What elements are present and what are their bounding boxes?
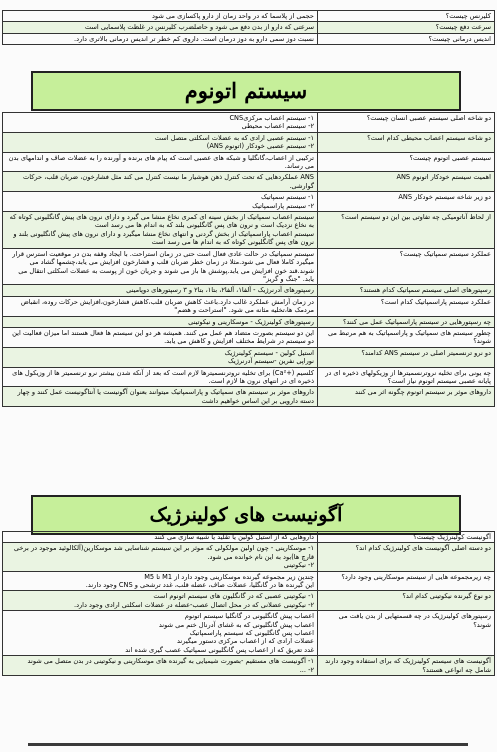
answer-line: این گیرنده ها در گانگلیا، عضلات صاف، عضله قلب، غدد ترشحی و CNS وجود دارند. <box>85 581 314 590</box>
table-row <box>3 296 495 316</box>
table-row <box>3 532 495 543</box>
question-cell: دو شاخه سیستم اعصاب محیطی کدام است؟ <box>318 132 495 152</box>
answer-line: رسپتورهای آدرنرژیک - آلفا۱، آلفا۲، بتا۱، بتا۲ و ۳ رسپتورهای دوپامینی <box>126 286 314 295</box>
answer-line: سیستم اعصاب پاراسمپاتیک از بخش گردنی و انتهای نخاع منشا میگیرد و دارای نرون های پیش گانگلیونی بلند و نرون های پس گانگلیونی کوتاه که به اندام ها می رسد است <box>13 229 314 247</box>
answer-cell <box>3 571 318 591</box>
answer-cell <box>3 172 318 192</box>
answer-cell <box>3 285 318 296</box>
answer-cell <box>3 611 318 656</box>
question-cell: داروهای موثر بر سیستم اتونوم چگونه اثر می کنند <box>318 387 495 407</box>
table-row <box>3 327 495 347</box>
table-row <box>3 571 495 591</box>
answer-cell <box>3 656 318 676</box>
answer-cell <box>3 248 318 285</box>
table-row <box>3 591 495 611</box>
question-cell: دو زیر شاخه سیستم خودکار ANS <box>318 192 495 212</box>
page-divider <box>28 743 468 746</box>
question-cell: سرعت دفع چیست؟ <box>318 22 495 33</box>
answer-line: رسپتورهای کولینرژیک - موسکارینی و نیکوتینی <box>188 317 314 326</box>
question-cell: دو نرو ترنسمیتر اصلی در سیستم ANS کدامند؟ <box>318 347 495 367</box>
table-row <box>3 248 495 285</box>
answer-line: ANS عملکردهایی که تحت کنترل ذهن هوشیار ما نیست کنترل می کند مثل فشارخون، ضربان قلب، حرکات گوارشی. <box>23 173 314 190</box>
table-row <box>3 656 495 676</box>
answer-line: ۱- سیستم عصبی ارادی که به عضلات اسکلتی متصل است <box>154 133 314 142</box>
qa-table-autonomic <box>2 112 495 407</box>
answer-line: حجمی از پلاسما که در واحد زمان از دارو پاکسازی می شود <box>151 12 314 20</box>
answer-line: ترکیبی از اعصاب،گانگلیا و شبکه های عصبی است که پیام های برنده و آورنده را به عضلات صاف و اندامهای بدن می رساند. <box>8 153 314 171</box>
question-cell: اندیس درمانی چیست؟ <box>318 33 495 44</box>
answer-cell <box>3 113 318 133</box>
answer-line: اعصاب پس گانگلیونی که سیستم پاراسمپاتیک <box>189 629 314 638</box>
question-cell: دو نوع گیرنده نیکوتینی کدام اند؟ <box>318 591 495 611</box>
answer-line: ۱- سیستم اعصاب مرکزیCNS <box>229 114 314 122</box>
answer-cell <box>3 33 318 44</box>
qa-table-cholinergic <box>2 531 495 676</box>
table-row <box>3 22 495 33</box>
answer-cell <box>3 387 318 407</box>
answer-line: ۲- سیستم اعصاب محیطی <box>241 122 314 131</box>
question-cell: آگونیست کولینرژیک چیست؟ <box>318 532 495 543</box>
answer-line: سرعتی که دارو از بدن دفع می شود و حاصلضرب کلیرنس در غلظت پلاسمایی است <box>84 23 314 32</box>
section-title: آگونیست های کولینرژیک <box>149 504 343 526</box>
answer-line: ۱- سیستم سمپاتیک <box>261 193 314 202</box>
answer-cell <box>3 11 318 22</box>
answer-cell <box>3 316 318 327</box>
answer-line: ۲- نیکوتینی <box>283 561 314 570</box>
question-cell: چه یونی برای تخلیه نروترنسمیترها از وزیکولهای ذخیره ای در پایانه عصبی سیستم اتونوم نیاز است؟ <box>318 367 495 387</box>
answer-line: در زمان آرامش عملکرد غالب دارد.باعث کاهش ضربان قلب،کاهش فشارخون،افزایش حرکات روده، انقباض مردمک ها،تخلیه مثانه می شود. "استراحت و هضم" <box>20 297 314 315</box>
answer-line: داروهایی که از استیل کولین یا تقلید یا شبیه سازی می کنند <box>154 533 314 541</box>
answer-line: عضلات ارادی که از اعصاب مرکزی دستور میگیرند <box>176 637 314 646</box>
answer-line: این دو سیستم بصورت متضاد هم عمل می کنند. همیشه هر دو این سیستم ها فعال هستند اما میزان فعالیت این دو سیستم در شرایط مختلف افزایش و کاهش می یابد. <box>12 328 314 346</box>
table-row <box>3 367 495 387</box>
question-cell: دو شاخه اصلی سیستم عصبی انسان چیست؟ <box>318 113 495 133</box>
question-cell: سیستم عصبی اتونوم چیست؟ <box>318 152 495 172</box>
answer-cell <box>3 132 318 152</box>
table-row <box>3 192 495 212</box>
question-cell: چه رسپتورهایی در سیستم پاراسمپاتیک عمل می کنند؟ <box>318 316 495 327</box>
question-cell: دو دسته اصلی آگونیست های کولینرژیک کدام اند؟ <box>318 543 495 571</box>
answer-line: چندین زیر مجموعه گیرنده موسکارینی وجود دارد از M1 تا M5 <box>144 572 314 581</box>
qa-table-intro <box>2 10 495 45</box>
answer-line: ۲- سیستم پاراسمپاتیک <box>252 201 314 210</box>
answer-cell <box>3 347 318 367</box>
question-cell: چه زیرمجموعه هایی از سیستم موسکارینی وجود دارد؟ <box>318 571 495 591</box>
answer-line: داروهای موثر بر سیستم های سمپاتیک و پاراسمپاتیک میتوانند بعنوان آگونیست یا آنتاگونیست عمل کنند و چهار دسته دارویی بر این اساس خواهیم داشت <box>17 388 314 405</box>
table-row <box>3 347 495 367</box>
table-row <box>3 212 495 249</box>
question-cell: رسپتورهای کولینرژیک در چه قسمتهایی از بدن یافت می شوند؟ <box>318 611 495 656</box>
question-cell: چطور سیستم های سمپاتیک و پاراسمپاتیک به هم مرتبط می شوند؟ <box>318 327 495 347</box>
answer-cell <box>3 22 318 33</box>
answer-line: نسبت دوز سمی دارو به دوز درمان است. داروی کم خطر تر اندیس درمانی بالاتری دارد. <box>73 34 314 43</box>
question-cell: عملکرد سیستم سمپاتیک چیست؟ <box>318 248 495 285</box>
table-row <box>3 387 495 407</box>
section-heading-autonomic <box>31 71 461 111</box>
table-row <box>3 132 495 152</box>
answer-cell <box>3 532 318 543</box>
answer-line: استیل کولین - سیستم کولینرژیک <box>224 348 314 357</box>
answer-line: ۱- آگونیست های مستقیم -بصورت شیمیایی به گیرنده های موسکارینی و نیکوتینی در بدن متصل می شوند <box>27 657 314 666</box>
question-cell: رسپتورهای اصلی سیستم سمپاتیک کدام هستند؟ <box>318 285 495 296</box>
section-heading-cholinergic-agonists <box>31 495 461 535</box>
table-row <box>3 11 495 22</box>
table-row <box>3 152 495 172</box>
answer-cell <box>3 543 318 571</box>
answer-line: سیستم اعصاب سمپاتیک از بخش سینه ای کمری نخاع منشا می گیرد و دارای نرون های پیش گانگلیونی کوتاه که به نخاع نزدیک است و نرون های پس گانگلیونی بلند که به اندام ها می رسد است <box>9 213 314 230</box>
answer-line: نوراپی نفرین -سیستم آدرنرژیک <box>227 357 314 366</box>
answer-line: کلسیم (+Ca²) برای تخلیه نروترنسمیترها لازم است که بعد از آنکه شدن بیشتر نرو ترنسمیتر ها از وزیکول های ذخیره ای در انتهای نرون ها لازم است. <box>12 368 314 385</box>
answer-line: اعصاب پیش گانگلیونی که به غشای آدرنال ختم می شوند <box>158 620 314 629</box>
section-title: سیستم اتونوم <box>184 78 308 103</box>
answer-line: سیستم سمپاتیک در حالت عادی فعال است حتی در زمان استراحت. با ایجاد وقفه بدن در موقعیت استرس قرار میگیرد کاملا فعال می شود.مثلا در زمان خطر ضربان قلب و فشارخون افزایش می یابد،چشمها گشاد می شوند.قند خون افزایش می یابد.پوشش ها باز می شوند و جریان خون از پوست به عضلات اسکلتی انتقال می یابد. "جنگ و گریز" <box>12 249 314 283</box>
answer-cell <box>3 212 318 249</box>
answer-cell <box>3 296 318 316</box>
answer-line: ۲- سیستم عصبی خودکار (اتونوم ANS) <box>206 142 314 151</box>
question-cell: اهمیت سیستم خودکار اتونوم ANS <box>318 172 495 192</box>
table-row <box>3 285 495 296</box>
answer-cell <box>3 327 318 347</box>
answer-cell <box>3 591 318 611</box>
answer-line: ۲- ... <box>299 665 314 674</box>
table-row <box>3 543 495 571</box>
answer-line: غدد تعریق که از اعصاب پس گانگلیونی سمپاتیک عصب گیری شده اند <box>125 645 314 654</box>
table-row <box>3 172 495 192</box>
answer-line: اعصاب پیش گانگلیونی در گانگلیا سیستم اتونوم <box>184 612 314 621</box>
question-cell: کلیرنس چیست؟ <box>318 11 495 22</box>
table-row <box>3 113 495 133</box>
answer-cell <box>3 192 318 212</box>
table-row <box>3 33 495 44</box>
answer-line: ۱- نیکوتینی عصبی که در گانگلیون های سیستم اتونوم است <box>153 592 314 601</box>
question-cell: عملکرد سیستم پاراسمپاتیک کدام است؟ <box>318 296 495 316</box>
answer-line: ۲- نیکوتینی عضلانی که در محل اتصال عصب-عضله در عضلات اسکلتی ارادی وجود دارد. <box>73 600 314 609</box>
answer-line: ۱- موسکارینی - چون اولین مولکولی که موثر بر این سیستم شناسایی شد موسکارین(آلکالوئید موجود در برخی قارچ ها)بود به این نام خوانده می شود. <box>13 544 314 561</box>
answer-cell <box>3 367 318 387</box>
question-cell: از لحاظ آناتومیکی چه تفاوتی بین این دو سیستم است؟ <box>318 212 495 249</box>
table-row <box>3 316 495 327</box>
answer-cell <box>3 152 318 172</box>
table-row <box>3 611 495 656</box>
question-cell: آگونیست های سیستم کولینرژیک که برای استفاده وجود دارند شامل چه انواعی هستند؟ <box>318 656 495 676</box>
